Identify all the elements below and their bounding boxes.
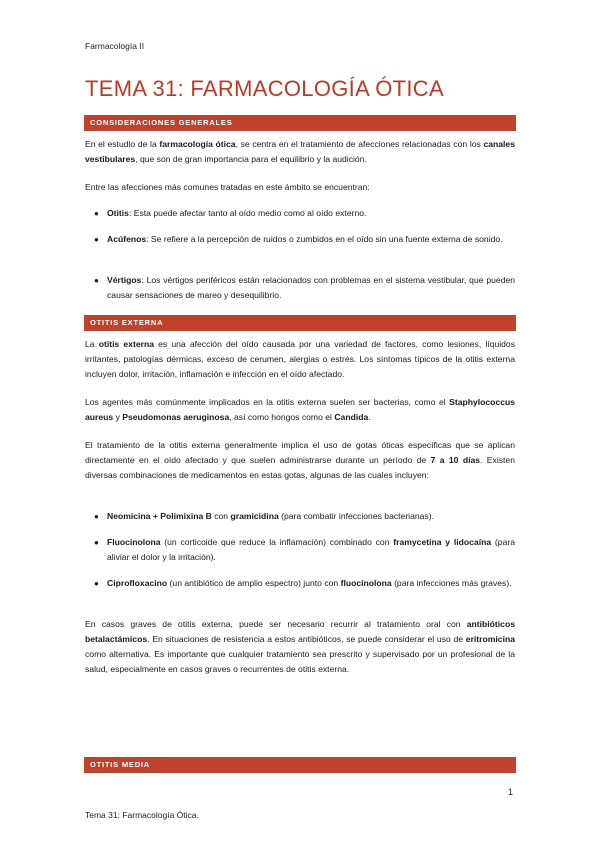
text-run: : Los vértigos periféricos están relacionados con problemas en el sistema vestibular, que pueden causar sensaciones de mareo y desequilibrio. <box>107 275 515 300</box>
bold-term: Pseudomonas aeruginosa <box>122 412 230 422</box>
running-footer: Tema 31: Farmacología Ótica. <box>85 810 199 820</box>
bold-term: Ciprofloxacino <box>107 578 168 588</box>
page-title: TEMA 31: FARMACOLOGÍA ÓTICA <box>85 76 444 101</box>
bold-term: farmacología ótica <box>159 139 236 149</box>
paragraph-tratamiento <box>85 438 515 483</box>
running-header: Farmacología II <box>85 41 145 51</box>
bold-term: antibióticos betalactámicos <box>85 619 515 644</box>
paragraph-agentes <box>85 395 515 425</box>
section-heading-otitis-externa: OTITIS EXTERNA <box>84 315 516 331</box>
bold-term: 7 a 10 días <box>430 455 481 465</box>
list-item <box>94 206 515 221</box>
text-run: (para infecciones más graves). <box>391 578 512 588</box>
bullet-icon: ● <box>94 235 99 244</box>
paragraph-intro <box>85 137 515 167</box>
text-run: y <box>113 412 123 422</box>
text-run: , que son de gran importancia para el equilibrio y la audición. <box>135 154 367 164</box>
bold-term: canales vestibulares <box>85 139 515 164</box>
bullet-icon: ● <box>94 512 99 521</box>
bold-term: eritromicina <box>465 634 515 644</box>
bold-term: Otitis <box>107 208 129 218</box>
bold-term: Vértigos <box>107 275 142 285</box>
text-run: . En situaciones de resistencia a estos antibióticos, se puede considerar el uso de <box>147 634 466 644</box>
text-run: (un antibiótico de amplio espectro) junto con <box>167 578 341 588</box>
bold-term: Fluocinolona <box>107 537 161 547</box>
section-heading-otitis-media: OTITIS MEDIA <box>84 757 516 773</box>
text-run: . <box>368 412 371 422</box>
list-item <box>94 535 515 565</box>
list-item <box>94 576 515 591</box>
list-item <box>94 509 515 524</box>
bold-term: Candida <box>334 412 369 422</box>
bold-term: Acúfenos <box>107 234 147 244</box>
bold-term: Staphylococcus aureus <box>85 397 515 422</box>
paragraph-casos-graves <box>85 617 515 677</box>
bold-term: Neomicina + Polimixina B <box>107 511 212 521</box>
bold-term: fluocinolona <box>340 578 392 588</box>
bullet-icon: ● <box>94 579 99 588</box>
list-item <box>94 232 515 247</box>
bullet-icon: ● <box>94 276 99 285</box>
text-run: , se centra en el tratamiento de afecciones relacionadas con los <box>235 139 484 149</box>
text-run: con <box>211 511 231 521</box>
text-run: como alternativa. Es importante que cualquier tratamiento sea prescrito y supervisado por un profesional de la salud, especialmente en casos graves o recurrentes de otitis externa. <box>85 649 515 674</box>
paragraph-otitis-externa <box>85 337 515 382</box>
text-run: : Esta puede afectar tanto al oído medio como al oído externo. <box>128 208 367 218</box>
list-item <box>94 273 515 303</box>
text-run: En el estudio de la <box>85 139 160 149</box>
bullet-icon: ● <box>94 538 99 547</box>
bold-term: otitis externa <box>98 339 154 349</box>
section-heading-consideraciones: CONSIDERACIONES GENERALES <box>84 115 516 131</box>
paragraph-afecciones: Entre las afecciones más comunes tratadas en este ámbito se encuentran: <box>85 182 370 192</box>
text-run: es una afección del oído causada por una variedad de factores, como lesiones, líquidos irritantes, patologías dérmicas, exceso de cerumen, alergias o estrés. Los síntomas típicos de la otitis externa incluyen dolor, irritación, inflamación e infección en el oído afectado. <box>85 339 516 379</box>
text-run: . Existen diversas combinaciones de medicamentos en estas gotas, algunas de las cuales incluyen: <box>85 455 515 480</box>
text-run: (para combatir infecciones bacterianas). <box>278 511 434 521</box>
text-run: Los agentes más comúnmente implicados en la otitis externa suelen ser bacterias, como el <box>85 397 450 407</box>
page-number: 1 <box>508 787 514 797</box>
text-run: En casos graves de otitis externa, puede ser necesario recurrir al tratamiento oral con <box>85 619 467 629</box>
bold-term: gramicidina <box>230 511 279 521</box>
text-run: (para aliviar el dolor y la irritación). <box>107 537 515 562</box>
text-run: , así como hongos como el <box>229 412 335 422</box>
bullet-icon: ● <box>94 209 99 218</box>
text-run: : Se refiere a la percepción de ruidos o zumbidos en el oído sin una fuente externa de sonido. <box>146 234 503 244</box>
text-run: (un corticoide que reduce la inflamación) combinado con <box>160 537 394 547</box>
text-run: La <box>85 339 99 349</box>
text-run: El tratamiento de la otitis externa generalmente implica el uso de gotas óticas específicas que se aplican directamente en el oído afectado y que suelen administrarse durante un período de <box>85 440 515 465</box>
bold-term: framycetina y lidocaína <box>393 537 492 547</box>
